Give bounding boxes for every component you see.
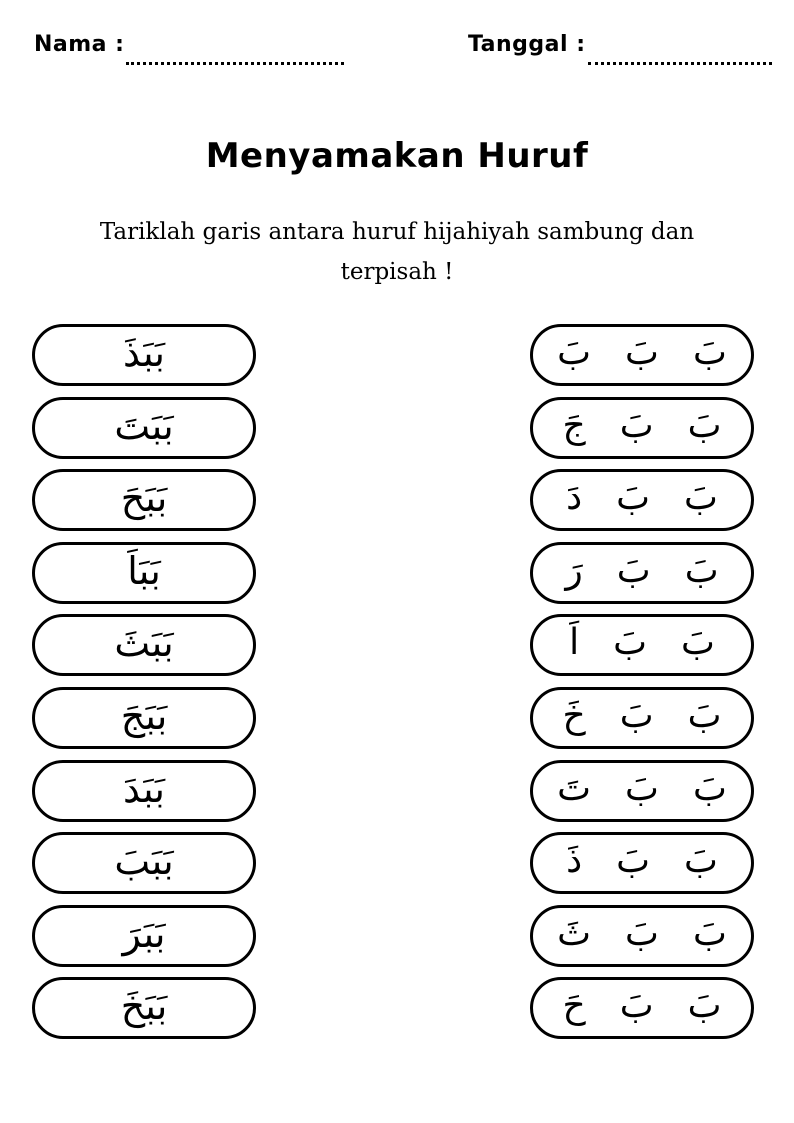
letter: بَ xyxy=(692,767,727,809)
separated-letters-pill[interactable] xyxy=(530,832,754,894)
letter: جَ xyxy=(562,404,586,446)
letter: رَ xyxy=(565,549,583,591)
name-field[interactable] xyxy=(34,30,324,70)
joined-word: بَبَدَ xyxy=(123,766,165,811)
page-title: Menyamakan Huruf xyxy=(205,136,589,176)
separated-letters-column xyxy=(530,324,754,1050)
separated-letters-pill[interactable] xyxy=(530,614,754,676)
date-label: Tanggal : xyxy=(468,32,586,57)
separated-letters xyxy=(565,549,719,593)
letter: بَ xyxy=(625,912,659,954)
separated-letters xyxy=(557,332,727,375)
joined-word: بَبَاَ xyxy=(127,548,161,593)
separated-letters-pill[interactable] xyxy=(530,542,754,604)
separated-letters xyxy=(562,985,722,1028)
letter: ذَ xyxy=(566,840,583,882)
separated-letters xyxy=(557,912,727,956)
joined-word-pill[interactable] xyxy=(32,905,256,967)
letter: حَ xyxy=(562,985,586,1027)
joined-word: بَبَتَ xyxy=(114,403,174,448)
letter: بَ xyxy=(616,477,651,519)
letter: بَ xyxy=(616,840,651,882)
separated-letters-pill[interactable] xyxy=(530,977,754,1039)
joined-word: بَبَحَ xyxy=(120,476,168,521)
letter: ثَ xyxy=(557,912,592,954)
letter: بَ xyxy=(692,332,727,373)
letter: بَ xyxy=(557,332,592,373)
joined-word-pill[interactable] xyxy=(32,687,256,749)
joined-word: بَبَبَ xyxy=(114,839,174,884)
letter: دَ xyxy=(566,477,583,519)
name-blank-line[interactable] xyxy=(126,62,344,65)
joined-word: بَبَثَ xyxy=(114,621,174,666)
joined-words-column xyxy=(32,324,256,1050)
joined-word-pill[interactable] xyxy=(32,542,256,604)
date-field[interactable] xyxy=(468,30,778,70)
name-label: Nama : xyxy=(34,32,125,57)
letter: بَ xyxy=(684,477,718,519)
date-blank-line[interactable] xyxy=(588,62,772,65)
joined-word-pill[interactable] xyxy=(32,614,256,676)
joined-word: بَبَذَ xyxy=(123,331,165,375)
joined-word-pill[interactable] xyxy=(32,469,256,531)
letter: اَ xyxy=(569,622,580,664)
letter: بَ xyxy=(619,985,654,1027)
letter: بَ xyxy=(613,622,647,664)
letter: بَ xyxy=(687,694,722,736)
joined-word-pill[interactable] xyxy=(32,832,256,894)
separated-letters xyxy=(569,622,715,665)
joined-word-pill[interactable] xyxy=(32,760,256,822)
separated-letters-pill[interactable] xyxy=(530,469,754,531)
letter: بَ xyxy=(684,840,718,882)
letter: بَ xyxy=(684,549,719,591)
separated-letters xyxy=(566,840,718,883)
letter: بَ xyxy=(687,985,722,1027)
separated-letters-pill[interactable] xyxy=(530,760,754,822)
letter: بَ xyxy=(625,767,659,809)
separated-letters xyxy=(562,694,722,738)
letter: بَ xyxy=(619,404,654,446)
letter: بَ xyxy=(687,404,722,446)
separated-letters-pill[interactable] xyxy=(530,397,754,459)
letter: بَ xyxy=(692,912,727,954)
separated-letters xyxy=(557,767,727,811)
letter: بَ xyxy=(619,694,654,736)
joined-word-pill[interactable] xyxy=(32,977,256,1039)
instruction-text: Tariklah garis antara huruf hijahiyah sambung dan terpisah ! xyxy=(99,219,695,285)
separated-letters-pill[interactable] xyxy=(530,687,754,749)
joined-word: بَبَرَ xyxy=(122,911,166,956)
letter: بَ xyxy=(616,549,651,591)
letter: بَ xyxy=(625,332,659,373)
separated-letters-pill[interactable] xyxy=(530,324,754,386)
joined-word-pill[interactable] xyxy=(32,324,256,386)
joined-word: بَبَخَ xyxy=(120,984,168,1029)
letter: تَ xyxy=(557,767,592,809)
letter: بَ xyxy=(681,622,715,664)
separated-letters xyxy=(566,477,718,520)
joined-word-pill[interactable] xyxy=(32,397,256,459)
joined-word: بَبَجَ xyxy=(120,693,168,738)
separated-letters-pill[interactable] xyxy=(530,905,754,967)
letter: خَ xyxy=(562,694,586,736)
separated-letters xyxy=(562,404,722,448)
